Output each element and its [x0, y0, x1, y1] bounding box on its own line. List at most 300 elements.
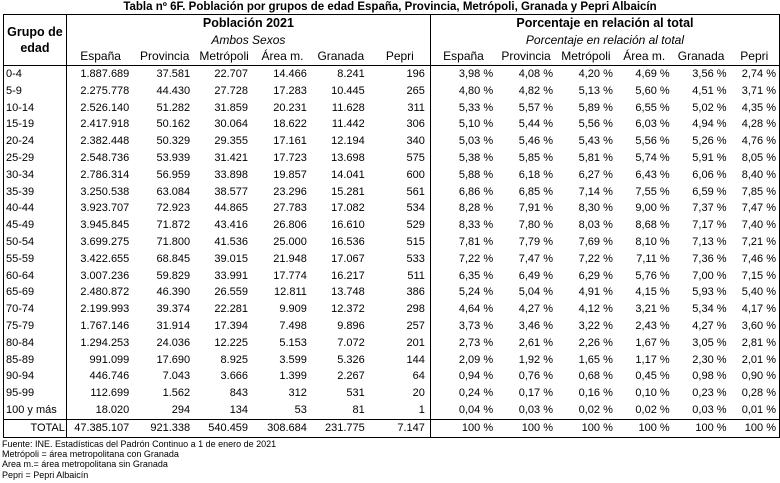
- percentage-cell: 5,02 %: [692, 101, 727, 114]
- percentage-cell: 7,13 %: [692, 235, 727, 248]
- percentage-cell: 2,61 %: [518, 336, 553, 349]
- footnote-line: Metrópoli = área metropolitana con Granada: [2, 449, 179, 460]
- percentage-cell: 1,92 %: [518, 353, 553, 366]
- population-cell: 10.445: [331, 84, 365, 97]
- percentage-cell: 7,91 %: [518, 202, 553, 215]
- population-cell: 3.699.275: [80, 235, 130, 248]
- percentage-cell: 4,76 %: [741, 135, 776, 148]
- percentage-cell: 7,55 %: [635, 185, 670, 198]
- percentage-cell: 4,12 %: [578, 303, 613, 316]
- population-cell: 2.417.918: [80, 118, 130, 131]
- percentage-cell: 4,15 %: [635, 286, 670, 299]
- column-header-pop: Granada: [312, 48, 370, 66]
- population-cell: 16.536: [331, 235, 365, 248]
- percentage-cell: 6,55 %: [635, 101, 670, 114]
- age-group-cell: 25-29: [4, 150, 67, 167]
- population-cell: 56.959: [156, 168, 191, 181]
- population-cell: 50.162: [156, 118, 191, 131]
- percentage-cell: 7,22 %: [430, 251, 496, 268]
- percentage-cell: 100 %: [730, 419, 780, 437]
- population-cell: 1.767.146: [80, 319, 130, 332]
- population-cell: 529: [406, 219, 425, 232]
- population-cell: 15.281: [331, 185, 365, 198]
- percentage-cell: 4,94 %: [692, 118, 727, 131]
- group-age-header: Grupo de edad: [4, 15, 67, 66]
- table-title: Tabla nº 6F. Población por grupos de edad España, Provincia, Metrópoli, Granada y Pepri Albaicín: [123, 1, 657, 13]
- population-cell: 1: [418, 403, 425, 416]
- percentage-cell: 0,10 %: [635, 387, 670, 400]
- population-cell: 8.925: [220, 353, 249, 366]
- percentage-cell: 5,56 %: [578, 118, 613, 131]
- age-group-cell: 90-94: [4, 368, 67, 385]
- percentage-cell: 2,09 %: [430, 352, 496, 369]
- population-cell: 71.872: [156, 219, 191, 232]
- percentage-cell: 2,74 %: [741, 68, 776, 80]
- table-row: [4, 66, 780, 83]
- percentage-cell: 3,46 %: [518, 319, 553, 332]
- table-row: [4, 200, 780, 217]
- population-cell: 11.628: [331, 101, 365, 114]
- percentage-cell: 5,60 %: [635, 84, 670, 97]
- column-header-pop: España: [66, 48, 134, 66]
- left-section-subtitle: Ambos Sexos: [211, 32, 286, 47]
- right-section-subtitle: Porcentaje en relación al total: [430, 32, 779, 48]
- population-cell: 18.020: [95, 403, 130, 416]
- percentage-cell: 5,44 %: [518, 118, 553, 131]
- column-header-pop: Área m.: [253, 48, 312, 66]
- percentage-cell: 7,15 %: [741, 269, 776, 282]
- percentage-cell: 2,81 %: [741, 336, 776, 349]
- percentage-cell: 7,47 %: [741, 202, 776, 215]
- percentage-cell: 5,76 %: [635, 269, 670, 282]
- percentage-cell: 1,17 %: [635, 353, 670, 366]
- header-row-columns: [4, 48, 780, 66]
- population-cell: 2.275.778: [80, 84, 130, 97]
- population-cell: 1.887.689: [80, 68, 130, 80]
- population-cell: 68.845: [156, 252, 191, 265]
- population-cell: 24.036: [156, 336, 191, 349]
- population-cell: 2.548.736: [80, 151, 130, 164]
- percentage-cell: 8,03 %: [578, 219, 613, 232]
- percentage-cell: 4,35 %: [741, 101, 776, 114]
- age-group-cell: 20-24: [4, 133, 67, 150]
- population-cell: 39.015: [214, 252, 249, 265]
- population-cell: 16.217: [331, 269, 365, 282]
- percentage-cell: 7,11 %: [636, 252, 670, 265]
- population-cell: 3.945.845: [80, 219, 130, 232]
- table-row: [4, 268, 780, 285]
- footnote-line: Fuente: INE. Estadísticas del Padrón Continuo a 1 de enero de 2021: [2, 438, 277, 449]
- percentage-cell: 3,22 %: [578, 319, 613, 332]
- total-label-cell: TOTAL: [4, 419, 67, 437]
- percentage-cell: 3,98 %: [430, 66, 496, 83]
- percentage-cell: 8,10 %: [635, 235, 670, 248]
- percentage-cell: 1,65 %: [578, 353, 613, 366]
- population-cell: 44.865: [214, 202, 249, 215]
- header-row-section-titles: [4, 15, 780, 32]
- right-section-title: Porcentaje en relación al total: [430, 15, 779, 32]
- percentage-cell: 8,05 %: [741, 151, 776, 164]
- population-cell: 9.909: [279, 303, 307, 316]
- percentage-cell: 8,28 %: [430, 200, 496, 217]
- population-cell: 531: [346, 387, 365, 400]
- population-cell: 7.072: [337, 336, 365, 349]
- population-cell: 26.806: [273, 219, 307, 232]
- population-cell: 19.857: [273, 168, 307, 181]
- population-cell: 17.723: [273, 151, 307, 164]
- population-cell: 533: [406, 252, 425, 265]
- population-cell: 7.498: [279, 319, 307, 332]
- percentage-cell: 6,49 %: [518, 269, 553, 282]
- population-cell: 2.526.140: [80, 101, 130, 114]
- population-cell: 201: [406, 336, 425, 349]
- percentage-cell: 4,69 %: [635, 68, 670, 80]
- population-cell: 13.698: [331, 151, 365, 164]
- header-row-section-subtitles: [4, 32, 780, 48]
- column-header-pop: Pepri: [370, 48, 431, 66]
- percentage-cell: 7,17 %: [692, 219, 727, 232]
- population-cell: 39.374: [156, 303, 191, 316]
- percentage-cell: 6,35 %: [430, 268, 496, 285]
- population-cell: 64: [412, 370, 425, 383]
- age-group-cell: 5-9: [4, 83, 67, 100]
- percentage-cell: 5,89 %: [578, 101, 613, 114]
- population-cell: 515: [406, 235, 425, 248]
- percentage-cell: 7,14 %: [578, 185, 613, 198]
- population-cell: 446.746: [89, 370, 130, 383]
- population-cell: 20: [412, 387, 425, 400]
- table-row: [4, 150, 780, 167]
- percentage-cell: 6,06 %: [692, 168, 727, 181]
- percentage-cell: 4,80 %: [430, 83, 496, 100]
- population-cell: 921.338: [134, 419, 195, 437]
- population-cell: 311: [407, 101, 425, 114]
- population-cell: 63.084: [156, 185, 191, 198]
- percentage-cell: 7,80 %: [518, 219, 553, 232]
- population-cell: 31.914: [156, 319, 191, 332]
- population-cell: 18.622: [273, 118, 307, 131]
- population-cell: 29.355: [214, 135, 249, 148]
- population-cell: 9.896: [337, 319, 365, 332]
- percentage-cell: 7,40 %: [741, 219, 776, 232]
- percentage-cell: 2,30 %: [692, 353, 727, 366]
- population-cell: 22.281: [214, 303, 249, 316]
- population-cell: 21.948: [273, 252, 307, 265]
- age-group-cell: 80-84: [4, 335, 67, 352]
- age-group-cell: 40-44: [4, 200, 67, 217]
- table-row: [4, 402, 780, 419]
- percentage-cell: 0,76 %: [518, 370, 553, 383]
- percentage-cell: 0,23 %: [692, 387, 727, 400]
- population-cell: 12.372: [331, 303, 365, 316]
- population-cell: 257: [406, 319, 425, 332]
- percentage-cell: 1,67 %: [635, 336, 670, 349]
- percentage-cell: 0,94 %: [430, 368, 496, 385]
- population-cell: 23.296: [273, 185, 307, 198]
- age-group-cell: 50-54: [4, 234, 67, 251]
- percentage-cell: 5,93 %: [692, 286, 727, 299]
- percentage-cell: 5,04 %: [518, 286, 553, 299]
- age-group-cell: 100 y más: [4, 402, 67, 419]
- percentage-cell: 6,27 %: [578, 168, 613, 181]
- percentage-cell: 0,16 %: [578, 387, 613, 400]
- population-cell: 511: [407, 269, 425, 282]
- percentage-cell: 7,00 %: [692, 269, 727, 282]
- percentage-cell: 6,59 %: [692, 185, 727, 198]
- population-cell: 843: [229, 387, 249, 400]
- table-row: [4, 251, 780, 268]
- percentage-cell: 5,85 %: [518, 151, 553, 164]
- percentage-cell: 0,45 %: [635, 370, 670, 383]
- footnote-line: Area m.= área metropolitana sin Granada: [2, 459, 168, 470]
- population-cell: 11.442: [331, 118, 365, 131]
- percentage-cell: 4,28 %: [741, 118, 776, 131]
- age-group-cell: 70-74: [4, 301, 67, 318]
- table-row: [4, 301, 780, 318]
- population-cell: 3.923.707: [80, 202, 130, 215]
- age-group-cell: 75-79: [4, 318, 67, 335]
- percentage-cell: 0,90 %: [741, 370, 776, 383]
- percentage-cell: 2,01 %: [741, 353, 776, 366]
- age-group-cell: 0-4: [4, 66, 67, 83]
- population-cell: 2.267: [337, 370, 365, 383]
- percentage-cell: 4,27 %: [518, 303, 553, 316]
- percentage-cell: 4,51 %: [692, 84, 727, 97]
- table-row-total: [4, 419, 780, 437]
- percentage-cell: 9,00 %: [635, 202, 670, 215]
- population-cell: 33.898: [214, 168, 249, 181]
- population-cell: 265: [406, 84, 425, 97]
- age-group-cell: 60-64: [4, 268, 67, 285]
- population-cell: 134: [229, 403, 249, 416]
- population-cell: 3.250.538: [80, 185, 130, 198]
- population-cell: 540.459: [195, 419, 253, 437]
- table-row: [4, 385, 780, 402]
- population-cell: 17.774: [273, 269, 307, 282]
- percentage-cell: 0,98 %: [692, 370, 727, 383]
- population-cell: 2.382.448: [80, 135, 130, 148]
- population-cell: 3.007.236: [80, 269, 130, 282]
- population-cell: 294: [171, 403, 191, 416]
- table-row: [4, 234, 780, 251]
- left-section-title: Población 2021: [202, 16, 294, 31]
- population-cell: 2.199.993: [80, 303, 130, 316]
- percentage-cell: 5,13 %: [578, 84, 613, 97]
- population-cell: 50.329: [156, 135, 191, 148]
- population-cell: 1.294.253: [80, 336, 130, 349]
- percentage-cell: 8,30 %: [578, 202, 613, 215]
- population-cell: 17.082: [331, 202, 365, 215]
- percentage-cell: 6,03 %: [635, 118, 670, 131]
- population-cell: 231.775: [312, 419, 370, 437]
- percentage-cell: 4,91 %: [578, 286, 613, 299]
- population-cell: 16.610: [331, 219, 365, 232]
- age-group-cell: 45-49: [4, 217, 67, 234]
- column-header-pct: Provincia: [496, 48, 556, 66]
- percentage-cell: 8,40 %: [741, 168, 776, 181]
- population-cell: 5.153: [279, 336, 307, 349]
- percentage-cell: 7,37 %: [692, 202, 727, 215]
- percentage-cell: 7,22 %: [578, 252, 613, 265]
- table-row: [4, 217, 780, 234]
- age-group-cell: 85-89: [4, 352, 67, 369]
- percentage-cell: 5,34 %: [692, 303, 727, 316]
- population-cell: 1.562: [162, 387, 191, 400]
- age-group-cell: 35-39: [4, 184, 67, 201]
- percentage-cell: 0,02 %: [635, 403, 670, 416]
- population-cell: 17.161: [273, 135, 307, 148]
- population-cell: 31.421: [214, 151, 249, 164]
- percentage-cell: 4,17 %: [741, 303, 776, 316]
- percentage-cell: 2,73 %: [430, 335, 496, 352]
- population-cell: 81: [352, 403, 365, 416]
- footnote-line: Pepri = Pepri Albaicín: [2, 469, 89, 480]
- population-cell: 306: [406, 118, 425, 131]
- population-table: [3, 14, 780, 438]
- population-cell: 59.829: [156, 269, 191, 282]
- percentage-cell: 7,85 %: [741, 185, 776, 198]
- age-group-cell: 55-59: [4, 251, 67, 268]
- percentage-cell: 6,43 %: [635, 168, 670, 181]
- population-cell: 386: [406, 286, 425, 299]
- percentage-cell: 5,40 %: [741, 286, 776, 299]
- population-cell: 53.939: [156, 151, 191, 164]
- percentage-cell: 5,24 %: [430, 284, 496, 301]
- table-row: [4, 184, 780, 201]
- population-cell: 340: [406, 135, 425, 148]
- percentage-cell: 100 %: [556, 419, 616, 437]
- population-cell: 7.043: [162, 370, 191, 383]
- table-row: [4, 335, 780, 352]
- percentage-cell: 8,33 %: [430, 217, 496, 234]
- percentage-cell: 5,03 %: [430, 133, 496, 150]
- age-group-cell: 10-14: [4, 100, 67, 117]
- population-cell: 3.599: [279, 353, 307, 366]
- percentage-cell: 5,88 %: [430, 167, 496, 184]
- percentage-cell: 7,69 %: [578, 235, 613, 248]
- population-cell: 27.728: [214, 84, 249, 97]
- table-row: [4, 83, 780, 100]
- percentage-cell: 5,91 %: [692, 151, 727, 164]
- table-row: [4, 116, 780, 133]
- percentage-cell: 4,64 %: [430, 301, 496, 318]
- percentage-cell: 7,21 %: [741, 235, 776, 248]
- population-cell: 196: [406, 68, 425, 80]
- population-cell: 298: [406, 303, 425, 316]
- percentage-cell: 6,85 %: [518, 185, 553, 198]
- population-cell: 43.416: [214, 219, 249, 232]
- population-cell: 561: [406, 185, 425, 198]
- population-cell: 22.707: [214, 68, 249, 80]
- population-cell: 575: [406, 151, 425, 164]
- population-cell: 991.099: [89, 353, 130, 366]
- table-row: [4, 100, 780, 117]
- population-cell: 26.559: [214, 286, 249, 299]
- population-cell: 12.194: [331, 135, 365, 148]
- table-row: [4, 284, 780, 301]
- population-cell: 17.394: [214, 319, 249, 332]
- percentage-cell: 7,79 %: [518, 235, 553, 248]
- population-cell: 53: [294, 403, 307, 416]
- age-group-cell: 95-99: [4, 385, 67, 402]
- percentage-cell: 5,46 %: [518, 135, 553, 148]
- percentage-cell: 5,38 %: [430, 150, 496, 167]
- percentage-cell: 0,17 %: [518, 387, 553, 400]
- column-header-pct: Área m.: [616, 48, 673, 66]
- population-cell: 312: [288, 387, 307, 400]
- column-header-pct: Pepri: [730, 48, 780, 66]
- population-cell: 17.690: [156, 353, 191, 366]
- percentage-cell: 6,86 %: [430, 184, 496, 201]
- percentage-cell: 3,73 %: [430, 318, 496, 335]
- population-cell: 20.231: [273, 101, 307, 114]
- population-cell: 44.430: [156, 84, 191, 97]
- percentage-cell: 5,56 %: [635, 135, 670, 148]
- percentage-cell: 100 %: [496, 419, 556, 437]
- population-cell: 600: [406, 168, 425, 181]
- population-cell: 33.991: [214, 269, 249, 282]
- population-cell: 41.536: [214, 235, 249, 248]
- column-header-pct: Granada: [673, 48, 730, 66]
- percentage-cell: 7,81 %: [430, 234, 496, 251]
- percentage-cell: 0,68 %: [578, 370, 613, 383]
- population-cell: 31.859: [214, 101, 249, 114]
- population-cell: 1.399: [279, 370, 307, 383]
- table-row: [4, 352, 780, 369]
- percentage-cell: 0,24 %: [430, 385, 496, 402]
- column-header-pop: Metrópoli: [195, 48, 253, 66]
- population-cell: 3.422.655: [80, 252, 130, 265]
- percentage-cell: 5,10 %: [430, 116, 496, 133]
- percentage-cell: 3,71 %: [741, 84, 776, 97]
- population-cell: 3.666: [220, 370, 249, 383]
- age-group-cell: 15-19: [4, 116, 67, 133]
- percentage-cell: 0,01 %: [741, 403, 776, 416]
- percentage-cell: 6,29 %: [578, 269, 613, 282]
- population-cell: 72.923: [156, 202, 191, 215]
- percentage-cell: 8,68 %: [635, 219, 670, 232]
- percentage-cell: 5,81 %: [578, 151, 613, 164]
- population-cell: 12.811: [274, 286, 307, 299]
- population-cell: 14.041: [331, 168, 365, 181]
- population-cell: 38.577: [214, 185, 249, 198]
- age-group-cell: 65-69: [4, 284, 67, 301]
- population-cell: 46.390: [156, 286, 191, 299]
- percentage-cell: 7,36 %: [692, 252, 727, 265]
- percentage-cell: 5,26 %: [692, 135, 727, 148]
- percentage-cell: 3,21 %: [635, 303, 670, 316]
- percentage-cell: 2,43 %: [635, 319, 670, 332]
- percentage-cell: 7,46 %: [741, 252, 776, 265]
- population-cell: 8.241: [337, 68, 365, 80]
- percentage-cell: 3,56 %: [692, 68, 727, 80]
- percentage-cell: 0,03 %: [692, 403, 727, 416]
- population-cell: 112.699: [90, 387, 130, 400]
- population-cell: 534: [406, 202, 425, 215]
- table-row: [4, 318, 780, 335]
- percentage-cell: 4,08 %: [518, 68, 553, 80]
- population-cell: 5.326: [337, 353, 365, 366]
- population-cell: 17.067: [331, 252, 365, 265]
- percentage-cell: 5,74 %: [635, 151, 670, 164]
- percentage-cell: 4,82 %: [518, 84, 553, 97]
- percentage-cell: 6,18 %: [518, 168, 553, 181]
- percentage-cell: 7,47 %: [518, 252, 553, 265]
- footnotes: [2, 439, 780, 480]
- population-cell: 27.783: [273, 202, 307, 215]
- percentage-cell: 5,33 %: [430, 100, 496, 117]
- population-cell: 7.147: [370, 419, 431, 437]
